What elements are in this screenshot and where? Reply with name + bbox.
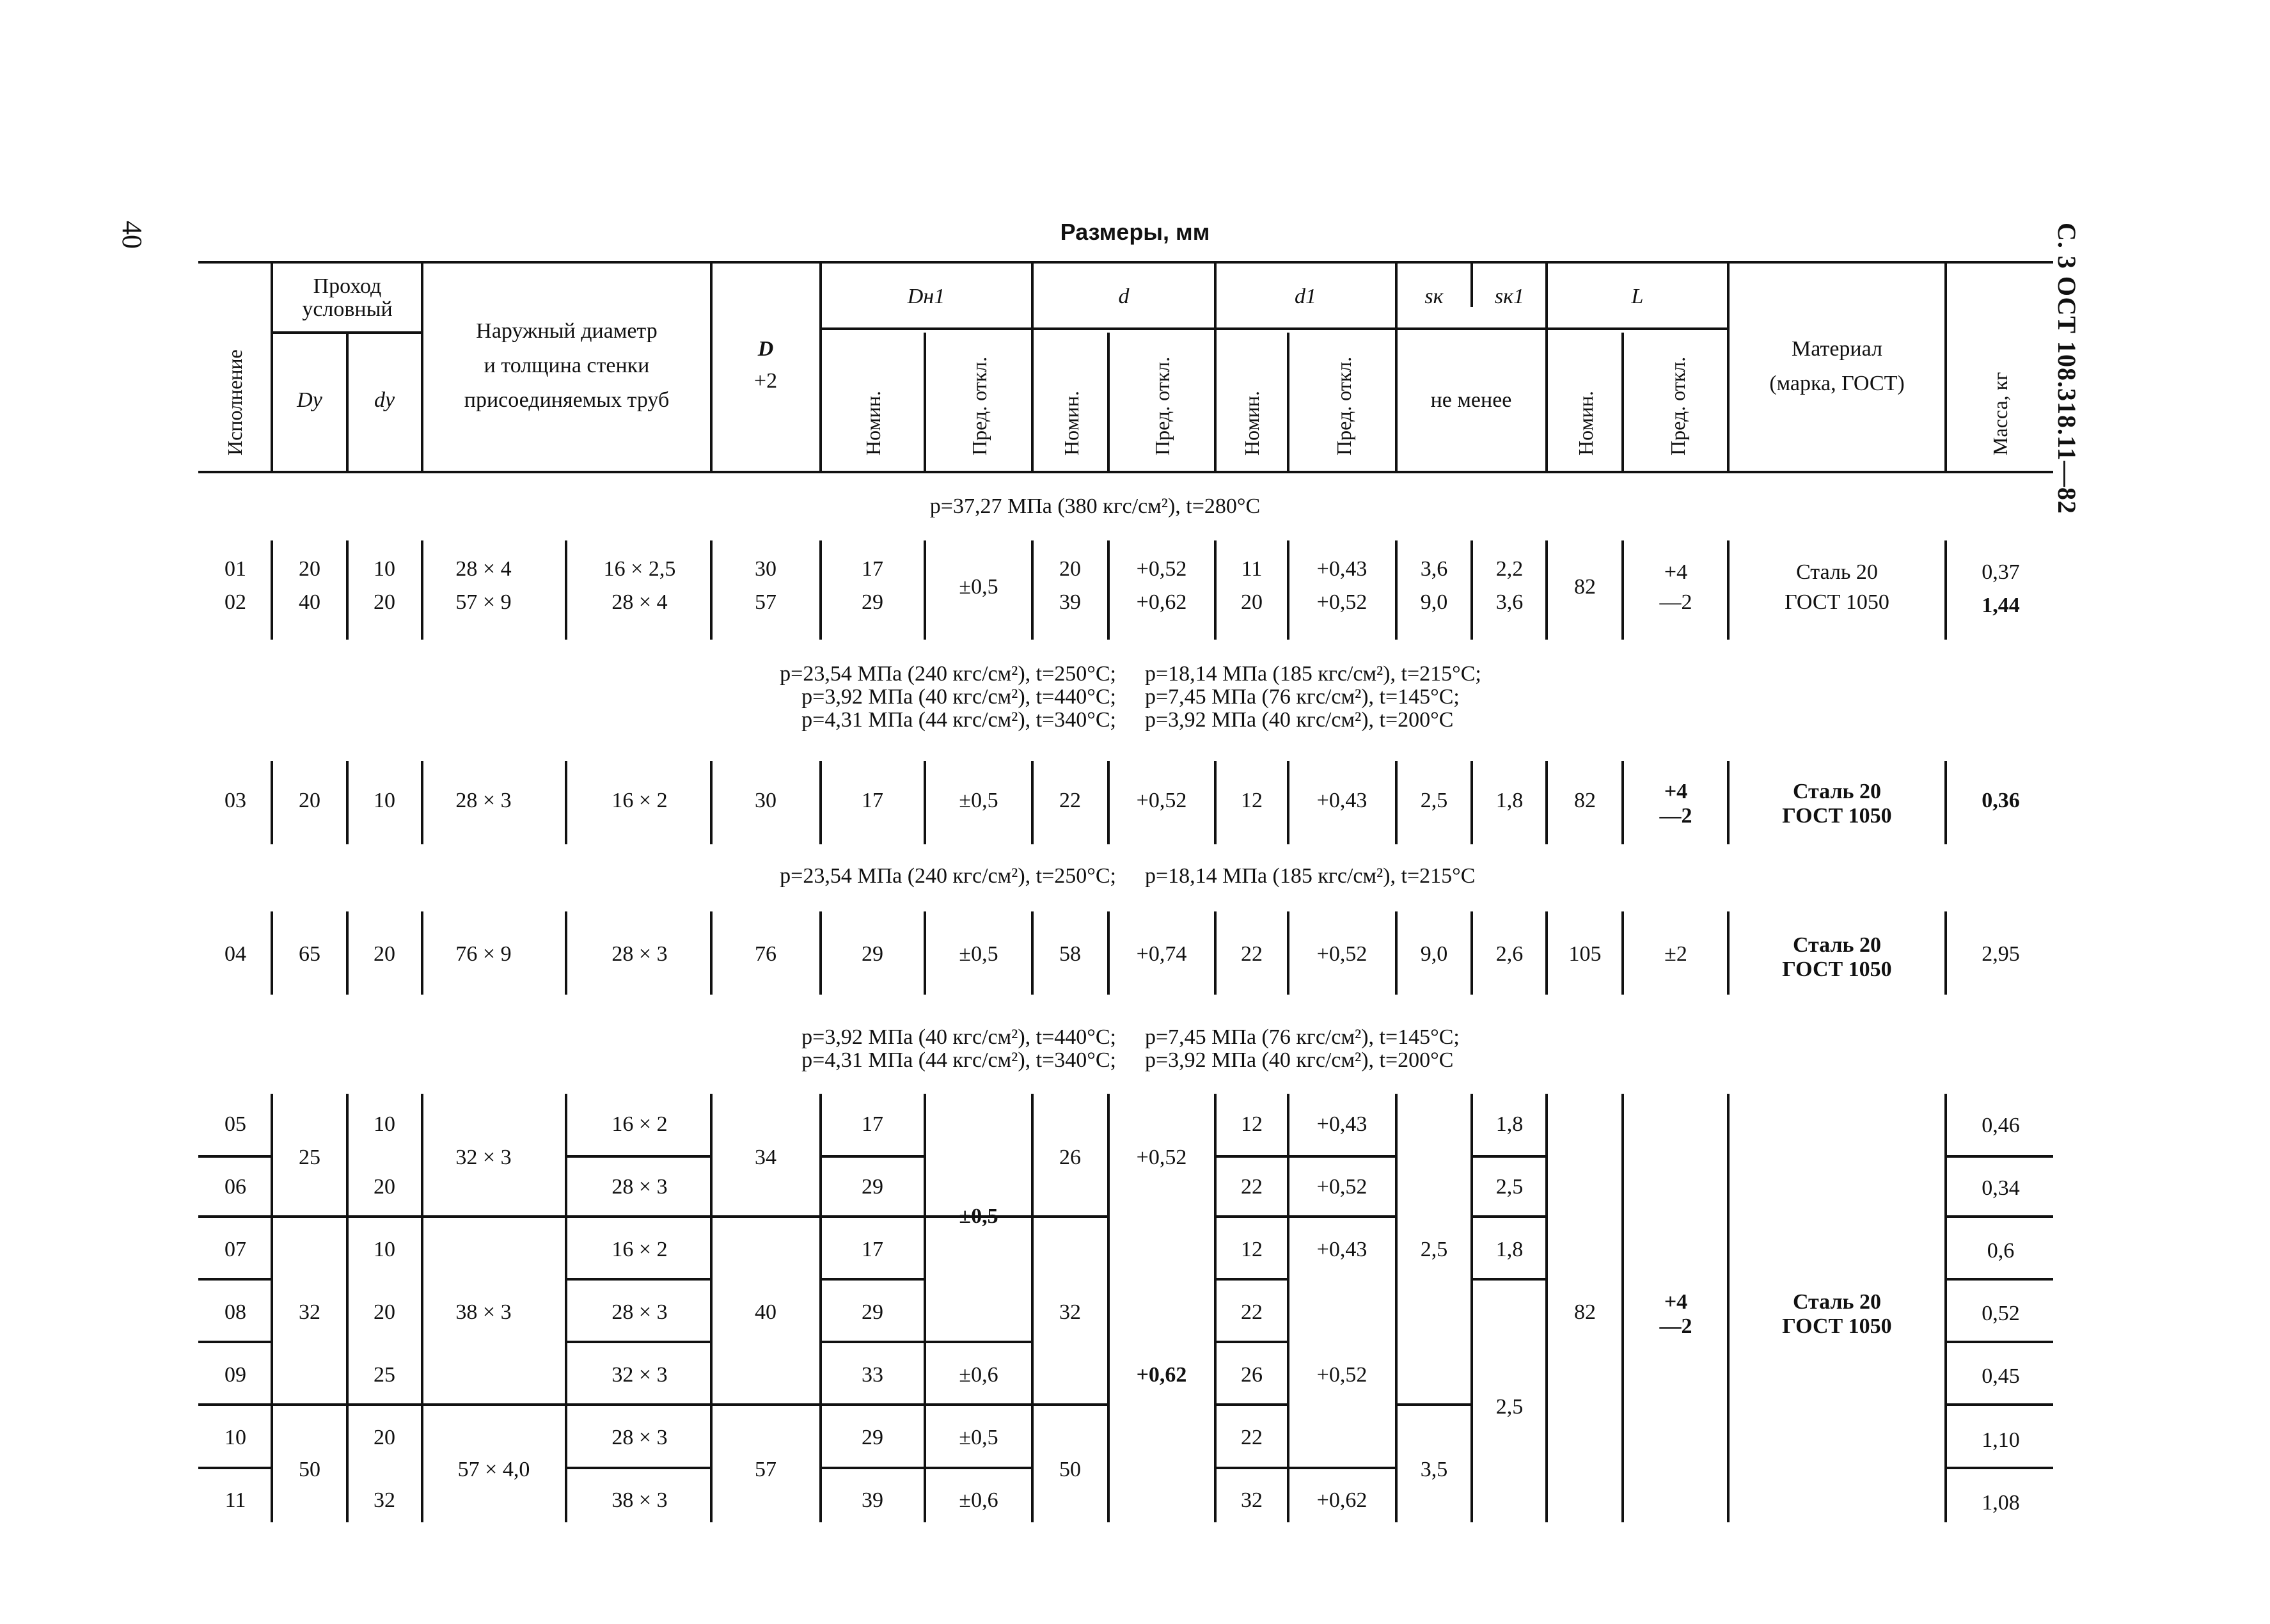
- r04-pipe2: 28 × 3: [611, 942, 668, 966]
- blk-pipe2-4: 32 × 3: [611, 1363, 668, 1387]
- r04-sk1: 2,6: [1495, 942, 1524, 966]
- table-title: Размеры, мм: [1060, 219, 1210, 245]
- cond-4-l1: p=3,92 МПа (40 кгс/см²), t=440°С;: [801, 1025, 1116, 1049]
- blk-Dn1-5: 29: [862, 1426, 883, 1449]
- blk-mass-2: 0,6: [1987, 1239, 2015, 1263]
- cond-4-r1: p=7,45 МПа (76 кгс/см²), t=145°С;: [1145, 1025, 1460, 1049]
- blk-mass-1: 0,34: [1982, 1176, 2020, 1200]
- r03-mat2: ГОСТ 1050: [1782, 804, 1892, 828]
- r01-D: 30: [755, 557, 776, 581]
- hdr-material-1: Материал: [1792, 337, 1882, 361]
- blk-mat2: ГОСТ 1050: [1782, 1314, 1892, 1338]
- r02-Dn1: 29: [862, 590, 883, 614]
- r03-L-tol-bot: —2: [1659, 804, 1692, 828]
- r03-D: 30: [755, 789, 776, 812]
- r02-pipe2: 28 × 4: [611, 590, 668, 614]
- r04-Dy: 65: [299, 942, 320, 966]
- r04-pipe1: 76 × 9: [455, 942, 512, 966]
- blk-pipe2-5: 28 × 3: [611, 1426, 668, 1449]
- blk-d1-1: 22: [1241, 1175, 1263, 1199]
- r02-pipe1: 57 × 9: [455, 590, 512, 614]
- blk-Dn1-3: 29: [862, 1300, 883, 1324]
- blk-d1-tol-1: +0,52: [1316, 1175, 1368, 1199]
- r0102-mat2: ГОСТ 1050: [1785, 590, 1889, 614]
- blk-d1-4: 26: [1241, 1363, 1263, 1387]
- blk-L-tol-bot: —2: [1659, 1314, 1692, 1338]
- blk-dy-5: 20: [374, 1426, 395, 1449]
- hdr-material-2: (марка, ГОСТ): [1769, 372, 1905, 395]
- blk-Dn1-tol-3: ±0,6: [959, 1488, 998, 1512]
- r04-Dn1: 29: [862, 942, 883, 966]
- r02-d: 39: [1059, 590, 1081, 614]
- r03-Dn1: 17: [862, 789, 883, 812]
- r0102-L: 82: [1574, 575, 1596, 599]
- blk-sk1-3: 2,5: [1495, 1395, 1524, 1419]
- r01-pipe2: 16 × 2,5: [603, 557, 676, 581]
- r04-L: 105: [1568, 942, 1602, 966]
- r03-pipe2: 16 × 2: [611, 789, 668, 812]
- blk-sk1-2: 1,8: [1495, 1238, 1524, 1261]
- r01-d1: 11: [1241, 557, 1263, 581]
- hdr-D-2: +2: [753, 369, 778, 393]
- r04-mass: 2,95: [1982, 942, 2020, 966]
- cond-4-l2: p=4,31 МПа (44 кгс/см²), t=340°С;: [801, 1048, 1116, 1072]
- hdr-Dn1-pred: Пред. откл.: [968, 356, 991, 455]
- blk-pipe2-6: 38 × 3: [611, 1488, 668, 1512]
- blk-dy-1: 20: [374, 1175, 395, 1199]
- blk-dy-0: 10: [374, 1112, 395, 1136]
- blk-sk1-0: 1,8: [1495, 1112, 1524, 1136]
- blk-d1-0: 12: [1241, 1112, 1263, 1136]
- blk-pipe2-1: 28 × 3: [611, 1175, 668, 1199]
- cond-2-l2: p=3,92 МПа (40 кгс/см²), t=440°С;: [801, 685, 1116, 709]
- blk-isp-07: 07: [225, 1238, 246, 1261]
- hdr-sk: sк: [1424, 285, 1444, 308]
- blk-dy-6: 32: [374, 1488, 395, 1512]
- r02-D: 57: [755, 590, 776, 614]
- r02-d1: 20: [1241, 590, 1263, 614]
- hdr-naruzh-1: Наружный диаметр: [476, 319, 658, 343]
- r01-isp: 01: [225, 557, 246, 581]
- blk-d1-3: 22: [1241, 1300, 1263, 1324]
- blk-Dn1-6: 39: [862, 1488, 883, 1512]
- cond-1: p=37,27 МПа (380 кгс/см²), t=280°С: [929, 494, 1261, 518]
- cond-3-r: p=18,14 МПа (185 кгс/см²), t=215°С: [1145, 864, 1476, 888]
- blk-dy-4: 25: [374, 1363, 395, 1387]
- r03-d-tol: +0,52: [1136, 789, 1187, 812]
- r03-Dn1-tol: ±0,5: [959, 789, 998, 812]
- blk-L-tol-top: +4: [1664, 1290, 1688, 1314]
- blk-Dn1-tol-1: ±0,6: [959, 1363, 998, 1387]
- blk-pipe2-0: 16 × 2: [611, 1112, 668, 1136]
- r02-dy: 20: [374, 590, 395, 614]
- hdr-ne-menee: не менее: [1430, 388, 1512, 412]
- blk-sk-0: 2,5: [1420, 1238, 1448, 1261]
- page-number: 40: [116, 221, 148, 249]
- r04-d1: 22: [1241, 942, 1263, 966]
- r04-d-tol: +0,74: [1136, 942, 1187, 966]
- r04-D: 76: [755, 942, 776, 966]
- hdr-Dy: Dу: [297, 388, 322, 412]
- r03-L: 82: [1574, 789, 1596, 812]
- cond-4-r2: p=3,92 МПа (40 кгс/см²), t=200°С: [1145, 1048, 1454, 1072]
- blk-isp-09: 09: [225, 1363, 246, 1387]
- r03-mat1: Сталь 20: [1792, 780, 1882, 803]
- blk-pipe1-0: 32 × 3: [455, 1146, 512, 1169]
- r03-isp: 03: [225, 789, 246, 812]
- hdr-d1: d1: [1295, 285, 1316, 308]
- blk-Dn1-1: 29: [862, 1175, 883, 1199]
- r01-Dn1: 17: [862, 557, 883, 581]
- cond-2-l3: p=4,31 МПа (44 кгс/см²), t=340°С;: [801, 708, 1116, 732]
- r02-Dy: 40: [299, 590, 320, 614]
- r04-Dn1-tol: ±0,5: [959, 942, 998, 966]
- r02-isp: 02: [225, 590, 246, 614]
- r04-d1-tol: +0,52: [1316, 942, 1368, 966]
- blk-D-1: 40: [755, 1300, 776, 1324]
- blk-pipe1-2: 57 × 4,0: [457, 1458, 530, 1481]
- hdr-L-nom: Номин.: [1574, 391, 1597, 455]
- r01-Dy: 20: [299, 557, 320, 581]
- hdr-prokhod-1: Проход: [313, 274, 382, 298]
- blk-mass-0: 0,46: [1982, 1114, 2020, 1137]
- blk-dy-3: 20: [374, 1300, 395, 1324]
- r01-d1-tol: +0,43: [1316, 557, 1368, 581]
- blk-d1-5: 22: [1241, 1426, 1263, 1449]
- blk-isp-11: 11: [225, 1488, 246, 1512]
- blk-sk1-1: 2,5: [1495, 1175, 1524, 1199]
- r0102-mat1: Сталь 20: [1796, 560, 1878, 584]
- blk-mass-5: 1,10: [1982, 1428, 2020, 1452]
- blk-L: 82: [1574, 1300, 1596, 1324]
- blk-mass-3: 0,52: [1982, 1302, 2020, 1325]
- hdr-D-1: D: [757, 337, 774, 361]
- blk-d-1: 32: [1059, 1300, 1081, 1324]
- r04-sk: 9,0: [1420, 942, 1448, 966]
- blk-Dy-50: 50: [299, 1458, 320, 1481]
- blk-isp-05: 05: [225, 1112, 246, 1136]
- r03-L-tol-top: +4: [1664, 780, 1688, 803]
- hdr-d-nom: Номин.: [1060, 391, 1083, 455]
- cond-2-r2: p=7,45 МПа (76 кгс/см²), t=145°С;: [1145, 685, 1460, 709]
- r02-sk: 9,0: [1420, 590, 1448, 614]
- hdr-dy: dу: [374, 388, 395, 412]
- blk-sk-1: 3,5: [1420, 1458, 1448, 1481]
- r04-mat1: Сталь 20: [1792, 933, 1882, 957]
- blk-pipe2-3: 28 × 3: [611, 1300, 668, 1324]
- blk-Dn1-tol-0: ±0,5: [959, 1204, 998, 1228]
- r03-pipe1: 28 × 3: [455, 789, 512, 812]
- r03-d1-tol: +0,43: [1316, 789, 1368, 812]
- hdr-prokhod-2: условный: [302, 297, 393, 321]
- r04-isp: 04: [225, 942, 246, 966]
- blk-dy-2: 10: [374, 1238, 395, 1261]
- r01-dy: 10: [374, 557, 395, 581]
- r02-sk1: 3,6: [1495, 590, 1524, 614]
- hdr-d-pred: Пред. откл.: [1151, 356, 1174, 455]
- r02-mass: 1,44: [1982, 594, 2020, 617]
- hdr-Dn1-nom: Номин.: [862, 391, 885, 455]
- blk-Dy-25: 25: [299, 1146, 320, 1169]
- hdr-L-pred: Пред. откл.: [1666, 356, 1689, 455]
- blk-pipe2-2: 16 × 2: [611, 1238, 668, 1261]
- hdr-sk1: sк1: [1494, 285, 1525, 308]
- hdr-d1-pred: Пред. откл.: [1332, 356, 1355, 455]
- blk-Dn1-0: 17: [862, 1112, 883, 1136]
- cond-2-r1: p=18,14 МПа (185 кгс/см²), t=215°С;: [1145, 662, 1481, 686]
- r01-pipe1: 28 × 4: [455, 557, 512, 581]
- blk-d-tol-1: +0,62: [1136, 1363, 1187, 1387]
- r03-sk: 2,5: [1420, 789, 1448, 812]
- r01-d-tol: +0,52: [1136, 557, 1187, 581]
- r0102-L-tol-bot: —2: [1659, 590, 1692, 614]
- r0102-L-tol-top: +4: [1664, 560, 1688, 584]
- hdr-naruzh-2: и толщина стенки: [484, 354, 650, 377]
- blk-d1-6: 32: [1241, 1488, 1263, 1512]
- blk-isp-08: 08: [225, 1300, 246, 1324]
- r02-d-tol: +0,62: [1136, 590, 1187, 614]
- blk-mass-4: 0,45: [1982, 1364, 2020, 1388]
- r03-d: 22: [1059, 789, 1081, 812]
- blk-d1-tol-3: +0,52: [1316, 1363, 1368, 1387]
- blk-d1-tol-2: +0,43: [1316, 1238, 1368, 1261]
- hdr-d: d: [1118, 285, 1130, 308]
- blk-Dn1-tol-2: ±0,5: [959, 1426, 998, 1449]
- r03-Dy: 20: [299, 789, 320, 812]
- hdr-L: L: [1631, 285, 1644, 308]
- r04-dy: 20: [374, 942, 395, 966]
- r02-d1-tol: +0,52: [1316, 590, 1368, 614]
- blk-d-tol-0: +0,52: [1136, 1146, 1187, 1169]
- blk-d-0: 26: [1059, 1146, 1081, 1169]
- blk-Dn1-4: 33: [862, 1363, 883, 1387]
- blk-d1-tol-0: +0,43: [1316, 1112, 1368, 1136]
- blk-D-0: 34: [755, 1146, 776, 1169]
- blk-Dn1-2: 17: [862, 1238, 883, 1261]
- hdr-massa: Масса, кг: [1989, 372, 2012, 455]
- r04-L-tol: ±2: [1664, 942, 1687, 966]
- running-head: С. 3 ОСТ 108.318.11—82: [2053, 223, 2081, 514]
- r01-sk: 3,6: [1420, 557, 1448, 581]
- r03-sk1: 1,8: [1495, 789, 1524, 812]
- r03-dy: 10: [374, 789, 395, 812]
- r0102-Dn1-tol: ±0,5: [959, 575, 998, 599]
- blk-d1-tol-4: +0,62: [1316, 1488, 1368, 1512]
- r03-mass: 0,36: [1982, 789, 2020, 812]
- cond-2-l1: p=23,54 МПа (240 кгс/см²), t=250°С;: [780, 662, 1116, 686]
- cond-2-r3: p=3,92 МПа (40 кгс/см²), t=200°С: [1145, 708, 1454, 732]
- blk-D-2: 57: [755, 1458, 776, 1481]
- hdr-Dn1: Dн1: [907, 285, 945, 308]
- hdr-naruzh-3: присоединяемых труб: [464, 388, 670, 412]
- blk-isp-06: 06: [225, 1175, 246, 1199]
- r03-d1: 12: [1241, 789, 1263, 812]
- r04-d: 58: [1059, 942, 1081, 966]
- blk-d-2: 50: [1059, 1458, 1081, 1481]
- r01-mass: 0,37: [1982, 560, 2020, 584]
- hdr-ispolnenie-rot: Исполнение: [223, 349, 246, 455]
- blk-mat1: Сталь 20: [1792, 1290, 1882, 1314]
- blk-d1-2: 12: [1241, 1238, 1263, 1261]
- blk-Dy-32: 32: [299, 1300, 320, 1324]
- blk-pipe1-1: 38 × 3: [455, 1300, 512, 1324]
- cond-3-l: p=23,54 МПа (240 кгс/см²), t=250°С;: [780, 864, 1116, 888]
- blk-mass-6: 1,08: [1982, 1491, 2020, 1515]
- blk-isp-10: 10: [225, 1426, 246, 1449]
- hdr-d1-nom: Номин.: [1240, 391, 1263, 455]
- r01-d: 20: [1059, 557, 1081, 581]
- r01-sk1: 2,2: [1495, 557, 1524, 581]
- r04-mat2: ГОСТ 1050: [1782, 958, 1892, 981]
